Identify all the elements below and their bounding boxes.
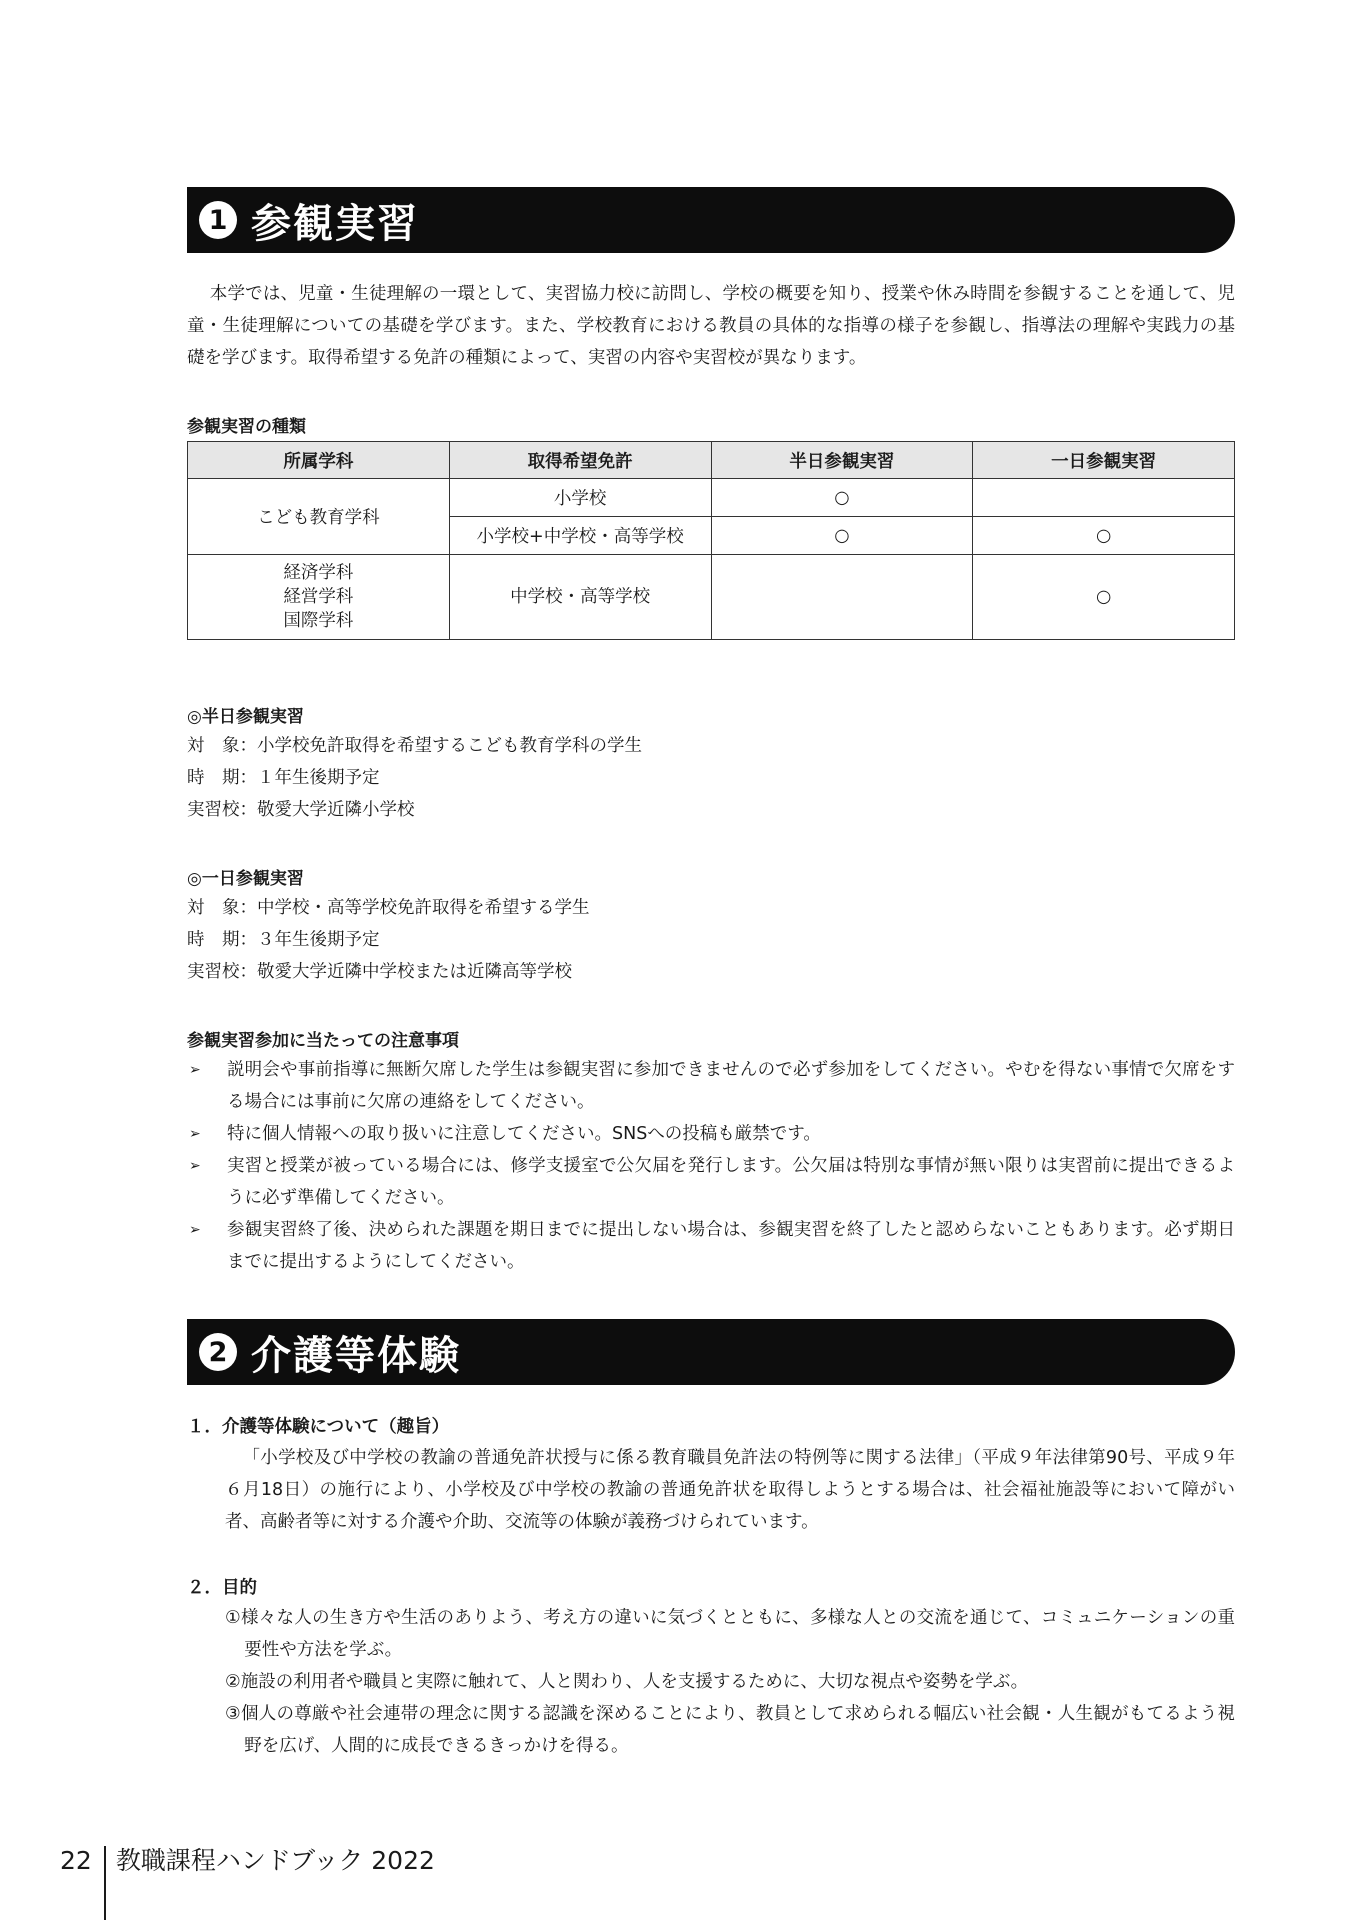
section-title: 介護等体験 [251,1332,461,1379]
list-item [187,1054,1235,1118]
list-item [187,1118,1235,1150]
half-day-heading: ◎半日参観実習 [187,707,304,727]
half-day-school: 実習校：敬愛大学近隣小学校 [187,800,415,820]
item1-heading: １．介護等体験について（趣旨） [187,1417,450,1437]
table-cell-full-day: ○ [973,517,1235,555]
full-day-school: 実習校：敬愛大学近隣中学校または近隣高等学校 [187,962,572,982]
half-day-info [187,730,642,826]
table-cell-half-day: ○ [711,517,973,555]
table-cell-full-day: ○ [973,555,1235,640]
full-day-info [187,892,590,988]
page-footer [60,1846,435,1920]
intro-paragraph: 本学では、児童・生徒理解の一環として、実習協力校に訪問し、学校の概要を知り、授業や休み時間を参観することを通して、児童・生徒理解についての基礎を学びます。また、学校教育における教員の具体的な指導の様子を参観し、指導法の理解や実践力の基礎を学びます。取得希望する免許の種類によって、実習の内容や実習校が異なります。 [187,284,1235,368]
section-number-badge: 1 [199,201,237,239]
table-header-cell: 半日参観実習 [711,442,973,479]
item1-body: 「小学校及び中学校の教諭の普通免許状授与に係る教育職員免許法の特例等に関する法律」（平成９年法律第90号、平成９年６月18日）の施行により、小学校及び中学校の教諭の普通免許状を取得しようとする場合は、社会福祉施設等において障がい者、高齢者等に対する介護や介助、交流等の体験が義務づけられています。 [225,1448,1235,1532]
department-line: 国際学科 [283,611,354,631]
table-header-row [188,442,1235,479]
full-day-target: 対 象：中学校・高等学校免許取得を希望する学生 [187,898,590,918]
book-title: 教職課程ハンドブック 2022 [115,1846,435,1875]
department-line: 経済学科 [283,563,354,583]
note-text: 実習と授業が被っている場合には、修学支援室で公欠届を発行します。公欠届は特別な事情が無い限りは実習前に提出できるように必ず準備してください。 [227,1156,1235,1208]
list-item: ②施設の利用者や職員と実際に触れて、人と関わり、人を支援するために、大切な視点や姿勢を学ぶ。 [225,1672,1029,1692]
note-text: 参観実習終了後、決められた課題を期日までに提出しない場合は、参観実習を終了したと認めらないこともあります。必ず期日までに提出するようにしてください。 [227,1220,1235,1272]
arrow-bullet-icon: ➢ [189,1126,201,1142]
list-item [187,1214,1235,1278]
table-row [188,479,1235,517]
notes-title: 参観実習参加に当たっての注意事項 [187,1031,459,1051]
table-cell-full-day [973,479,1235,517]
table-header-cell: 取得希望免許 [449,442,711,479]
arrow-bullet-icon: ➢ [189,1062,201,1078]
note-text: 説明会や事前指導に無断欠席した学生は参観実習に参加できませんので必ず参加をしてください。やむを得ない事情で欠席をする場合には事前に欠席の連絡をしてください。 [227,1060,1235,1112]
table-header-cell: 所属学科 [188,442,450,479]
half-day-period: 時 期：１年生後期予定 [187,768,380,788]
table-cell-department [188,555,450,640]
section-title: 参観実習 [251,200,419,247]
note-text: 特に個人情報への取り扱いに注意してください。SNSへの投稿も厳禁です。 [227,1124,821,1144]
table-row [188,555,1235,640]
purpose-list [225,1602,1235,1762]
item2-heading: ２．目的 [187,1578,257,1598]
full-day-heading: ◎一日参観実習 [187,869,304,889]
section-number-badge: 2 [199,1333,237,1371]
table-cell-license: 小学校 [449,479,711,517]
table-cell-department: こども教育学科 [188,479,450,555]
footer-divider [104,1846,106,1920]
arrow-bullet-icon: ➢ [189,1158,201,1174]
section-header-observation [187,187,1235,253]
list-item [187,1150,1235,1214]
observation-types-table [187,441,1235,640]
full-day-period: 時 期：３年生後期予定 [187,930,380,950]
department-line: 経営学科 [283,587,354,607]
table-cell-license: 中学校・高等学校 [449,555,711,640]
table-cell-half-day [711,555,973,640]
page-number: 22 [60,1846,92,1875]
table-title: 参観実習の種類 [187,417,306,437]
table-cell-half-day: ○ [711,479,973,517]
half-day-target: 対 象：小学校免許取得を希望するこども教育学科の学生 [187,736,642,756]
list-item: ①様々な人の生き方や生活のありよう、考え方の違いに気づくとともに、多様な人との交流を通じて、コミュニケーションの重要性や方法を学ぶ。 [225,1608,1235,1660]
section-header-care-experience [187,1319,1235,1385]
table-cell-license: 小学校+中学校・高等学校 [449,517,711,555]
list-item: ③個人の尊厳や社会連帯の理念に関する認識を深めることにより、教員として求められる幅広い社会観・人生観がもてるよう視野を広げ、人間的に成長できるきっかけを得る。 [225,1704,1235,1756]
notes-list [187,1054,1235,1278]
arrow-bullet-icon: ➢ [189,1222,201,1238]
table-header-cell: 一日参観実習 [973,442,1235,479]
